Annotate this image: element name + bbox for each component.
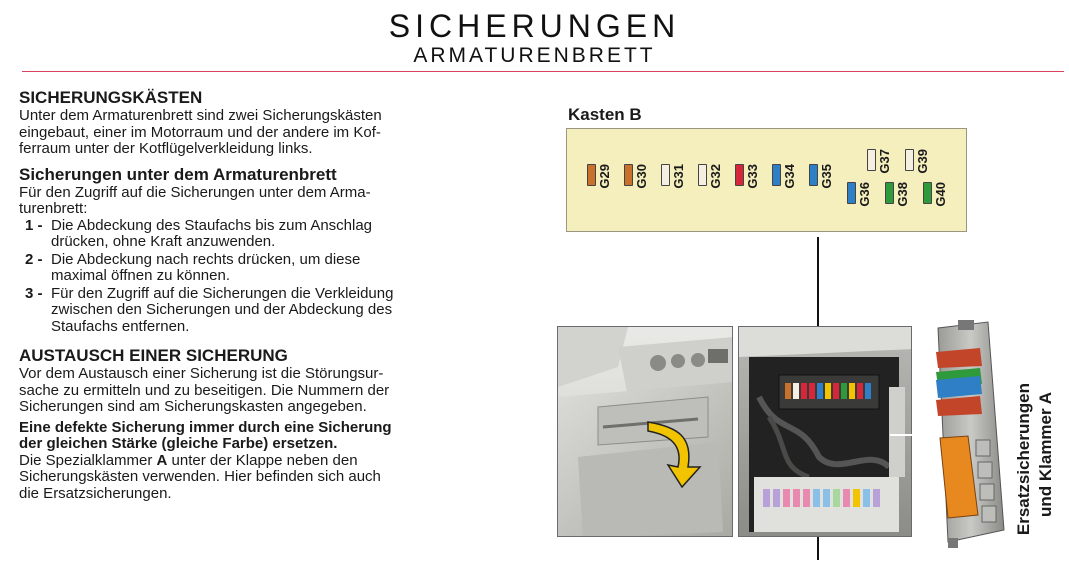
fuse-label: G31 bbox=[671, 164, 686, 189]
section-heading-austausch: AUSTAUSCH EINER SICHERUNG bbox=[19, 346, 288, 365]
page-title: SICHERUNGEN bbox=[388, 8, 681, 44]
kasten-b-diagram bbox=[566, 128, 967, 232]
fuse-body bbox=[923, 182, 932, 204]
page-subtitle: ARMATURENBRETT bbox=[413, 44, 656, 67]
unter-paragraph bbox=[19, 185, 517, 218]
text-line: sache zu ermitteln und zu beseitigen. Die Nummern der bbox=[19, 381, 390, 399]
fuse-body bbox=[885, 182, 894, 204]
spare-fuses-photo bbox=[918, 320, 1010, 550]
fuse-body bbox=[809, 164, 818, 186]
fusebox-photo bbox=[738, 326, 912, 537]
fuse-label: G29 bbox=[597, 164, 612, 189]
clip-paragraph bbox=[19, 453, 517, 503]
text-line: die Ersatzsicherungen. bbox=[19, 484, 172, 502]
fuse-g30 bbox=[624, 164, 648, 189]
fuse-body bbox=[661, 164, 670, 186]
text-line: Die Abdeckung nach rechts drücken, um diese bbox=[51, 250, 361, 268]
text-line: maximal öffnen zu können. bbox=[51, 267, 230, 284]
step-1 bbox=[19, 218, 517, 251]
fuse-g33 bbox=[735, 164, 759, 189]
section-heading-kaesten: SICHERUNGSKÄSTEN bbox=[19, 88, 203, 107]
fuse-label: G32 bbox=[708, 164, 723, 189]
fuse-label: G39 bbox=[915, 149, 930, 174]
fuse-label: G33 bbox=[745, 164, 760, 189]
text-line: drücken, ohne Kraft anzuwenden. bbox=[51, 233, 276, 250]
fuse-g38 bbox=[885, 182, 909, 207]
warning-paragraph bbox=[19, 420, 517, 453]
fuse-g35 bbox=[809, 164, 833, 189]
fuse-label: G37 bbox=[877, 149, 892, 174]
fuse-g34 bbox=[772, 164, 796, 189]
text-line: Staufachs entfernen. bbox=[51, 317, 190, 335]
kaesten-paragraph bbox=[19, 108, 517, 158]
text-line: Unter dem Armaturenbrett sind zwei Sicherungskästen bbox=[19, 107, 382, 124]
text-column bbox=[19, 88, 517, 502]
fuse-body bbox=[735, 164, 744, 186]
text-line: turenbrett: bbox=[19, 200, 88, 217]
text-line: ferraum unter der Kotflügelverkleidung links. bbox=[19, 140, 313, 157]
side-label-line: Ersatzsicherungen bbox=[1014, 382, 1033, 535]
fusebox-illustration bbox=[739, 327, 912, 537]
text-line: Für den Zugriff auf die Sicherungen unter dem Arma- bbox=[19, 183, 371, 201]
text-run: A bbox=[156, 451, 168, 469]
text-line: Sicherungen sind am Sicherungskasten angegeben. bbox=[19, 398, 367, 415]
fuse-g29 bbox=[587, 164, 611, 189]
text-line: Für den Zugriff auf die Sicherungen die Verkleidung bbox=[51, 284, 394, 302]
fuse-body bbox=[698, 164, 707, 186]
fuse-g31 bbox=[661, 164, 685, 189]
fuse-body bbox=[847, 182, 856, 204]
kasten-b-label: Kasten B bbox=[568, 105, 642, 124]
glovebox-photo bbox=[557, 326, 733, 537]
fuse-body bbox=[772, 164, 781, 186]
text-line: Sicherungskästen verwenden. Hier befinden sich auch bbox=[19, 468, 381, 485]
text-line: zwischen den Sicherungen und der Abdeckung des bbox=[51, 301, 393, 318]
fuse-g37 bbox=[867, 149, 891, 174]
fuse-label: G35 bbox=[819, 164, 834, 189]
header-divider bbox=[22, 71, 1064, 72]
step-3 bbox=[19, 286, 517, 336]
upper-fuse-row bbox=[785, 383, 871, 399]
text-line bbox=[19, 453, 517, 470]
fuse-body bbox=[587, 164, 596, 186]
fuse-label: G30 bbox=[634, 164, 649, 189]
text-line: Vor dem Austausch einer Sicherung ist die Störungsur- bbox=[19, 365, 384, 382]
fuse-body bbox=[905, 149, 914, 171]
fuse-label: G40 bbox=[933, 182, 948, 207]
step-2 bbox=[19, 252, 517, 285]
fuse-label: G38 bbox=[895, 182, 910, 207]
step-number: 1 - bbox=[25, 216, 43, 234]
text-line: Eine defekte Sicherung immer durch eine Sicherung bbox=[19, 418, 392, 436]
fuse-g32 bbox=[698, 164, 722, 189]
fuse-label: G34 bbox=[782, 164, 797, 189]
text-run: unter der Klappe neben den bbox=[167, 451, 358, 469]
step-number: 3 - bbox=[25, 284, 43, 302]
text-line: der gleichen Stärke (gleiche Farbe) ersetzen. bbox=[19, 435, 338, 452]
text-line: Die Abdeckung des Staufachs bis zum Anschlag bbox=[51, 216, 373, 234]
glovebox-illustration bbox=[558, 327, 733, 537]
spare-fuses-label bbox=[1012, 333, 1060, 545]
step-number: 2 - bbox=[25, 250, 43, 268]
fuse-label: G36 bbox=[857, 182, 872, 207]
text-line: eingebaut, einer im Motorraum und der andere im Kof- bbox=[19, 123, 381, 141]
section-heading-unter: Sicherungen unter dem Armaturenbrett bbox=[19, 164, 337, 184]
fuse-body bbox=[624, 164, 633, 186]
fuse-g40 bbox=[923, 182, 947, 207]
spare-fuses-illustration bbox=[918, 320, 1010, 550]
austausch-paragraph bbox=[19, 366, 517, 416]
fuse-g36 bbox=[847, 182, 871, 207]
text-run: Die Spezialklammer bbox=[19, 451, 157, 469]
side-label-line: und Klammer A bbox=[1036, 391, 1055, 517]
fuse-g39 bbox=[905, 149, 929, 174]
fuse-body bbox=[867, 149, 876, 171]
